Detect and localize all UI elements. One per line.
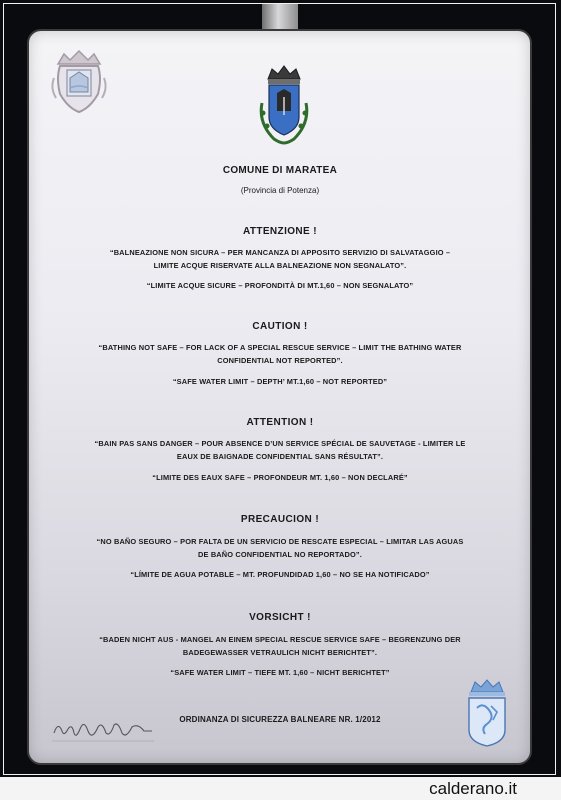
section-text-line: “BADEN NICHT AUS - MANGEL AN EINEM SPECIAL RESCUE SERVICE SAFE – BEGRENZUNG DER xyxy=(99,635,461,644)
section-text-line: “NO BAÑO SEGURO – POR FALTA DE UN SERVICIO DE RESCATE ESPECIAL – LIMITAR LAS AGUAS xyxy=(96,537,464,546)
section-text-line: CONFIDENTIAL NOT REPORTED”. xyxy=(217,356,343,365)
blue-crest-icon xyxy=(463,678,511,748)
town-crest-icon xyxy=(50,48,108,114)
section-text-line: EAUX DE BAIGNADE CONFIDENTIAL SANS RÉSULTAT”. xyxy=(176,452,384,461)
section-text-line: “BATHING NOT SAFE – FOR LACK OF A SPECIAL RESCUE SERVICE – LIMIT THE BATHING WATER xyxy=(98,343,462,352)
section-text-line: DE BAÑO CONFIDENTIAL NO REPORTADO”. xyxy=(198,550,362,559)
section-text-line: “BALNEAZIONE NON SICURA – PER MANCANZA DI APPOSITO SERVIZIO DI SALVATAGGIO – xyxy=(109,248,451,257)
section-text-line: “SAFE WATER LIMIT – TIEFE MT. 1,60 – NICHT BERICHTET” xyxy=(170,668,390,677)
section-text-line: “LÍMITE DE AGUA POTABLE – MT. PROFUNDIDAD 1,60 – NO SE HA NOTIFICADO” xyxy=(130,570,430,579)
section-heading: PRECAUCION ! xyxy=(240,514,320,525)
signature-icon xyxy=(48,711,158,751)
section-text-line: BADEGEWASSER VETRAULICH NICHT BERICHTET”. xyxy=(182,648,378,657)
watermark-text: calderano.it xyxy=(429,779,517,798)
coat-of-arms-icon xyxy=(254,63,314,149)
section-heading: CAUTION ! xyxy=(252,321,308,332)
section-text-line: “BAIN PAS SANS DANGER – POUR ABSENCE D’UN SERVICE SPÉCIAL DE SAUVETAGE - LIMITER LE xyxy=(94,439,466,448)
section-text-line: “LIMITE ACQUE SICURE – PROFONDITÀ DI MT.1,60 – NON SEGNALATO” xyxy=(146,281,414,290)
ordinance-number: ORDINANZA DI SICUREZZA BALNEARE NR. 1/2012 xyxy=(179,715,381,724)
section-heading: VORSICHT ! xyxy=(249,612,311,623)
municipality-title: COMUNE DI MARATEA xyxy=(222,165,338,176)
section-heading: ATTENZIONE ! xyxy=(242,226,318,237)
section-text-line: LIMITE ACQUE RISERVATE ALLA BALNEAZIONE NON SEGNALATO”. xyxy=(153,261,407,270)
section-text-line: “LIMITE DES EAUX SAFE – PROFONDEUR MT. 1,60 – NON DECLARÉ” xyxy=(152,473,408,482)
section-text-line: “SAFE WATER LIMIT – DEPTH’ MT.1,60 – NOT REPORTED” xyxy=(172,377,388,386)
section-heading: ATTENTION ! xyxy=(246,417,314,428)
province-subtitle: (Provincia di Potenza) xyxy=(240,186,320,195)
